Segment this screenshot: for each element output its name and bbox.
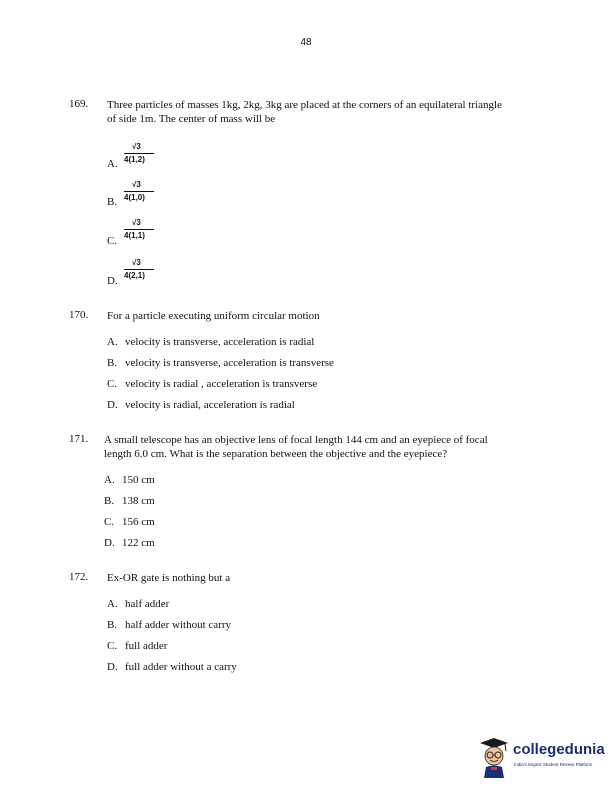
question-text-line-1: Three particles of masses 1kg, 2kg, 3kg are placed at the corners of an equilateral triangle [107,99,502,111]
question-number: 169. [69,98,89,110]
option-letter: B. [104,495,115,507]
option-letter: D. [104,537,115,549]
option-letter: C. [104,516,115,528]
option-text: velocity is radial, acceleration is radial [125,399,295,411]
fraction-denominator: 4(1,0) [124,193,145,202]
option-a [104,474,155,486]
collegedunia-logo [478,736,608,780]
fraction-bar [124,153,154,154]
logo-tagline: India's largest Student Review Platform [514,762,593,767]
question-text-line-2: length 6.0 cm. What is the separation between the objective and the eyepiece? [104,448,448,460]
option-text: full adder without a carry [125,661,237,673]
option-text: velocity is transverse, acceleration is transverse [125,357,334,369]
option-letter: A. [107,336,118,348]
option-b [107,357,334,369]
option-letter: D. [107,399,118,411]
option-c [104,516,155,528]
option-letter: D. [107,661,118,673]
option-text: 150 cm [122,474,155,486]
option-text: velocity is transverse, acceleration is radial [125,336,315,348]
option-d [107,661,237,673]
option-text: full adder [125,640,168,652]
fraction-numerator: √3 [132,180,141,189]
option-d [107,399,295,411]
question-number: 172. [69,571,89,583]
option-d [104,537,155,549]
fraction-denominator: 4(2,1) [124,271,145,280]
option-letter: C. [107,640,118,652]
option-letter: A. [104,474,115,486]
option-text: half adder [125,598,170,610]
question-number: 171. [69,433,89,445]
option-letter: A. [107,598,118,610]
option-letter: C. [107,378,118,390]
fraction-numerator: √3 [132,218,141,227]
option-b [107,619,231,631]
option-text: 156 cm [122,516,155,528]
question-number: 170. [69,309,89,321]
fraction-bar [124,229,154,230]
question-text-line-1: For a particle executing uniform circular motion [107,310,320,322]
option-text: 122 cm [122,537,155,549]
option-c [107,378,317,390]
option-letter: B. [107,196,118,208]
question-text-line-2: of side 1m. The center of mass will be [107,113,276,125]
option-b [104,495,155,507]
question-text-line-1: A small telescope has an objective lens of focal length 144 cm and an eyepiece of focal [104,434,488,446]
option-text: velocity is radial , acceleration is transverse [125,378,318,390]
mascot-icon [478,736,510,778]
option-a [107,336,314,348]
fraction-numerator: √3 [132,258,141,267]
fraction-denominator: 4(1,2) [124,155,145,164]
option-letter: B. [107,619,118,631]
fraction-bar [124,191,154,192]
page-number: 48 [300,37,312,48]
option-c [107,640,167,652]
fraction-denominator: 4(1,1) [124,231,145,240]
option-a [107,598,169,610]
option-letter: C. [107,235,118,247]
logo-wordmark: collegedunia [513,741,605,758]
fraction-bar [124,269,154,270]
option-text: half adder without carry [125,619,231,631]
option-text: 138 cm [122,495,155,507]
fraction-numerator: √3 [132,142,141,151]
option-letter: D. [107,275,118,287]
option-letter: B. [107,357,118,369]
question-text-line-1: Ex-OR gate is nothing but a [107,572,231,584]
option-letter: A. [107,158,118,170]
